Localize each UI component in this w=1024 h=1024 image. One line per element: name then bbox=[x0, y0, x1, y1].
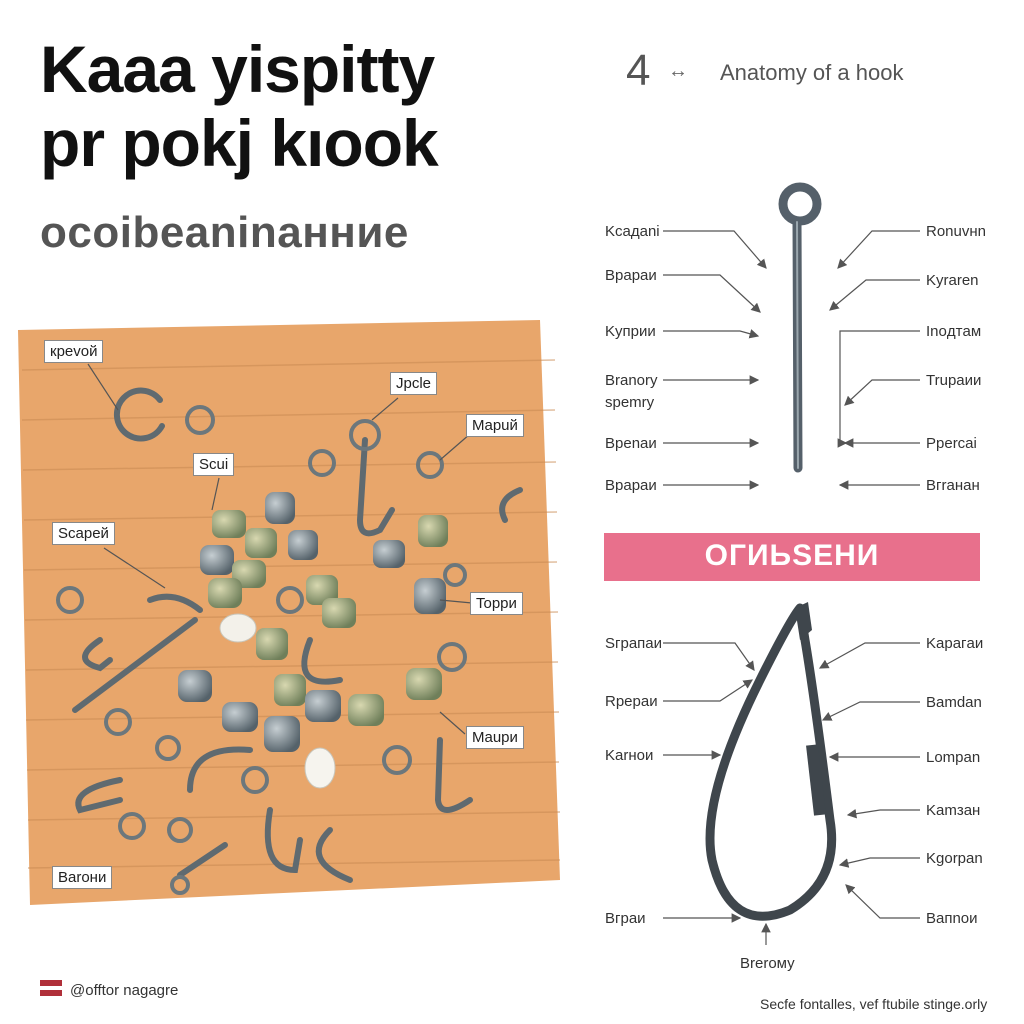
photo-label-scapei: Scapeй bbox=[52, 522, 115, 545]
hook2-right-label-5: Kgorpan bbox=[926, 850, 983, 867]
source-handle: @offtor nagagre bbox=[70, 982, 179, 999]
hook1-right-label-2: Kyraren bbox=[926, 272, 979, 289]
hook2-right-label-3: Lompan bbox=[926, 749, 981, 766]
hook1-left-label-1: Kcaдani bbox=[605, 223, 660, 240]
hook1-right-label-4: Trupaии bbox=[926, 372, 982, 389]
hook1-right-label-3: Inoдтaм bbox=[926, 323, 982, 340]
hook1-right-label-6: Bгrанaн bbox=[926, 477, 980, 494]
photo-label-scui: Scui bbox=[193, 453, 234, 476]
photo-label-jpcle: Jpcle bbox=[390, 372, 437, 395]
hook-diagram-1 bbox=[783, 187, 817, 468]
photo-label-maupi: Maupи bbox=[466, 726, 524, 749]
photo-label-toppi: Toppи bbox=[470, 592, 523, 615]
hook2-right-label-2: Bamdan bbox=[926, 694, 982, 711]
hook2-right-label-1: Kapaгaи bbox=[926, 635, 984, 652]
hook2-left-label-4: Bгpaи bbox=[605, 910, 646, 927]
photo-label-bagoni: Baroни bbox=[52, 866, 112, 889]
section-banner bbox=[604, 533, 980, 581]
hook1-left-label-3: Kyпpии bbox=[605, 323, 656, 340]
hook1-right-label-5: Ppercai bbox=[926, 435, 977, 452]
step-number: 4 bbox=[626, 46, 651, 95]
hook2-right-label-4: Kamзaн bbox=[926, 802, 981, 819]
page-subtitle: ocoibeaninaнние bbox=[40, 208, 409, 257]
footer-note: Secfe fontalles, vef ftubile stinge.orly bbox=[760, 996, 988, 1012]
hook2-bottom-label: Brеrому bbox=[740, 955, 795, 972]
hook1-right-label-1: Ronuvнn bbox=[926, 223, 986, 240]
flag-icon bbox=[40, 980, 62, 996]
photo-label-napui: Mapuй bbox=[466, 414, 524, 437]
hook1-left-label-6: Bpapaи bbox=[605, 477, 657, 494]
hook1-left-label-5: Bpenaи bbox=[605, 435, 657, 452]
hook2-left-label-3: Karнoи bbox=[605, 747, 654, 764]
hook2-right-label-6: Baпnoи bbox=[926, 910, 978, 927]
title-line-2: pr pokj kıook bbox=[40, 106, 438, 180]
photo-label-krevoi: кpevoй bbox=[44, 340, 103, 363]
section-banner-text: OГИЬSEНИ bbox=[704, 539, 880, 572]
step-label: Anatomy of a hook bbox=[720, 60, 904, 85]
hook2-left-label-2: Rpepaи bbox=[605, 693, 658, 710]
hook1-left-label-2: Bpapaи bbox=[605, 267, 657, 284]
title-line-1: Kaaa yispitty bbox=[40, 32, 435, 106]
hook1-left-label-4b: spemry bbox=[605, 394, 655, 411]
hook-diagram-2 bbox=[710, 602, 832, 916]
step-arrow-icon: ↔ bbox=[668, 60, 688, 82]
hook1-left-label-4: Branory bbox=[605, 372, 658, 389]
hook2-left-label-1: Sгpaпаи bbox=[605, 635, 663, 652]
